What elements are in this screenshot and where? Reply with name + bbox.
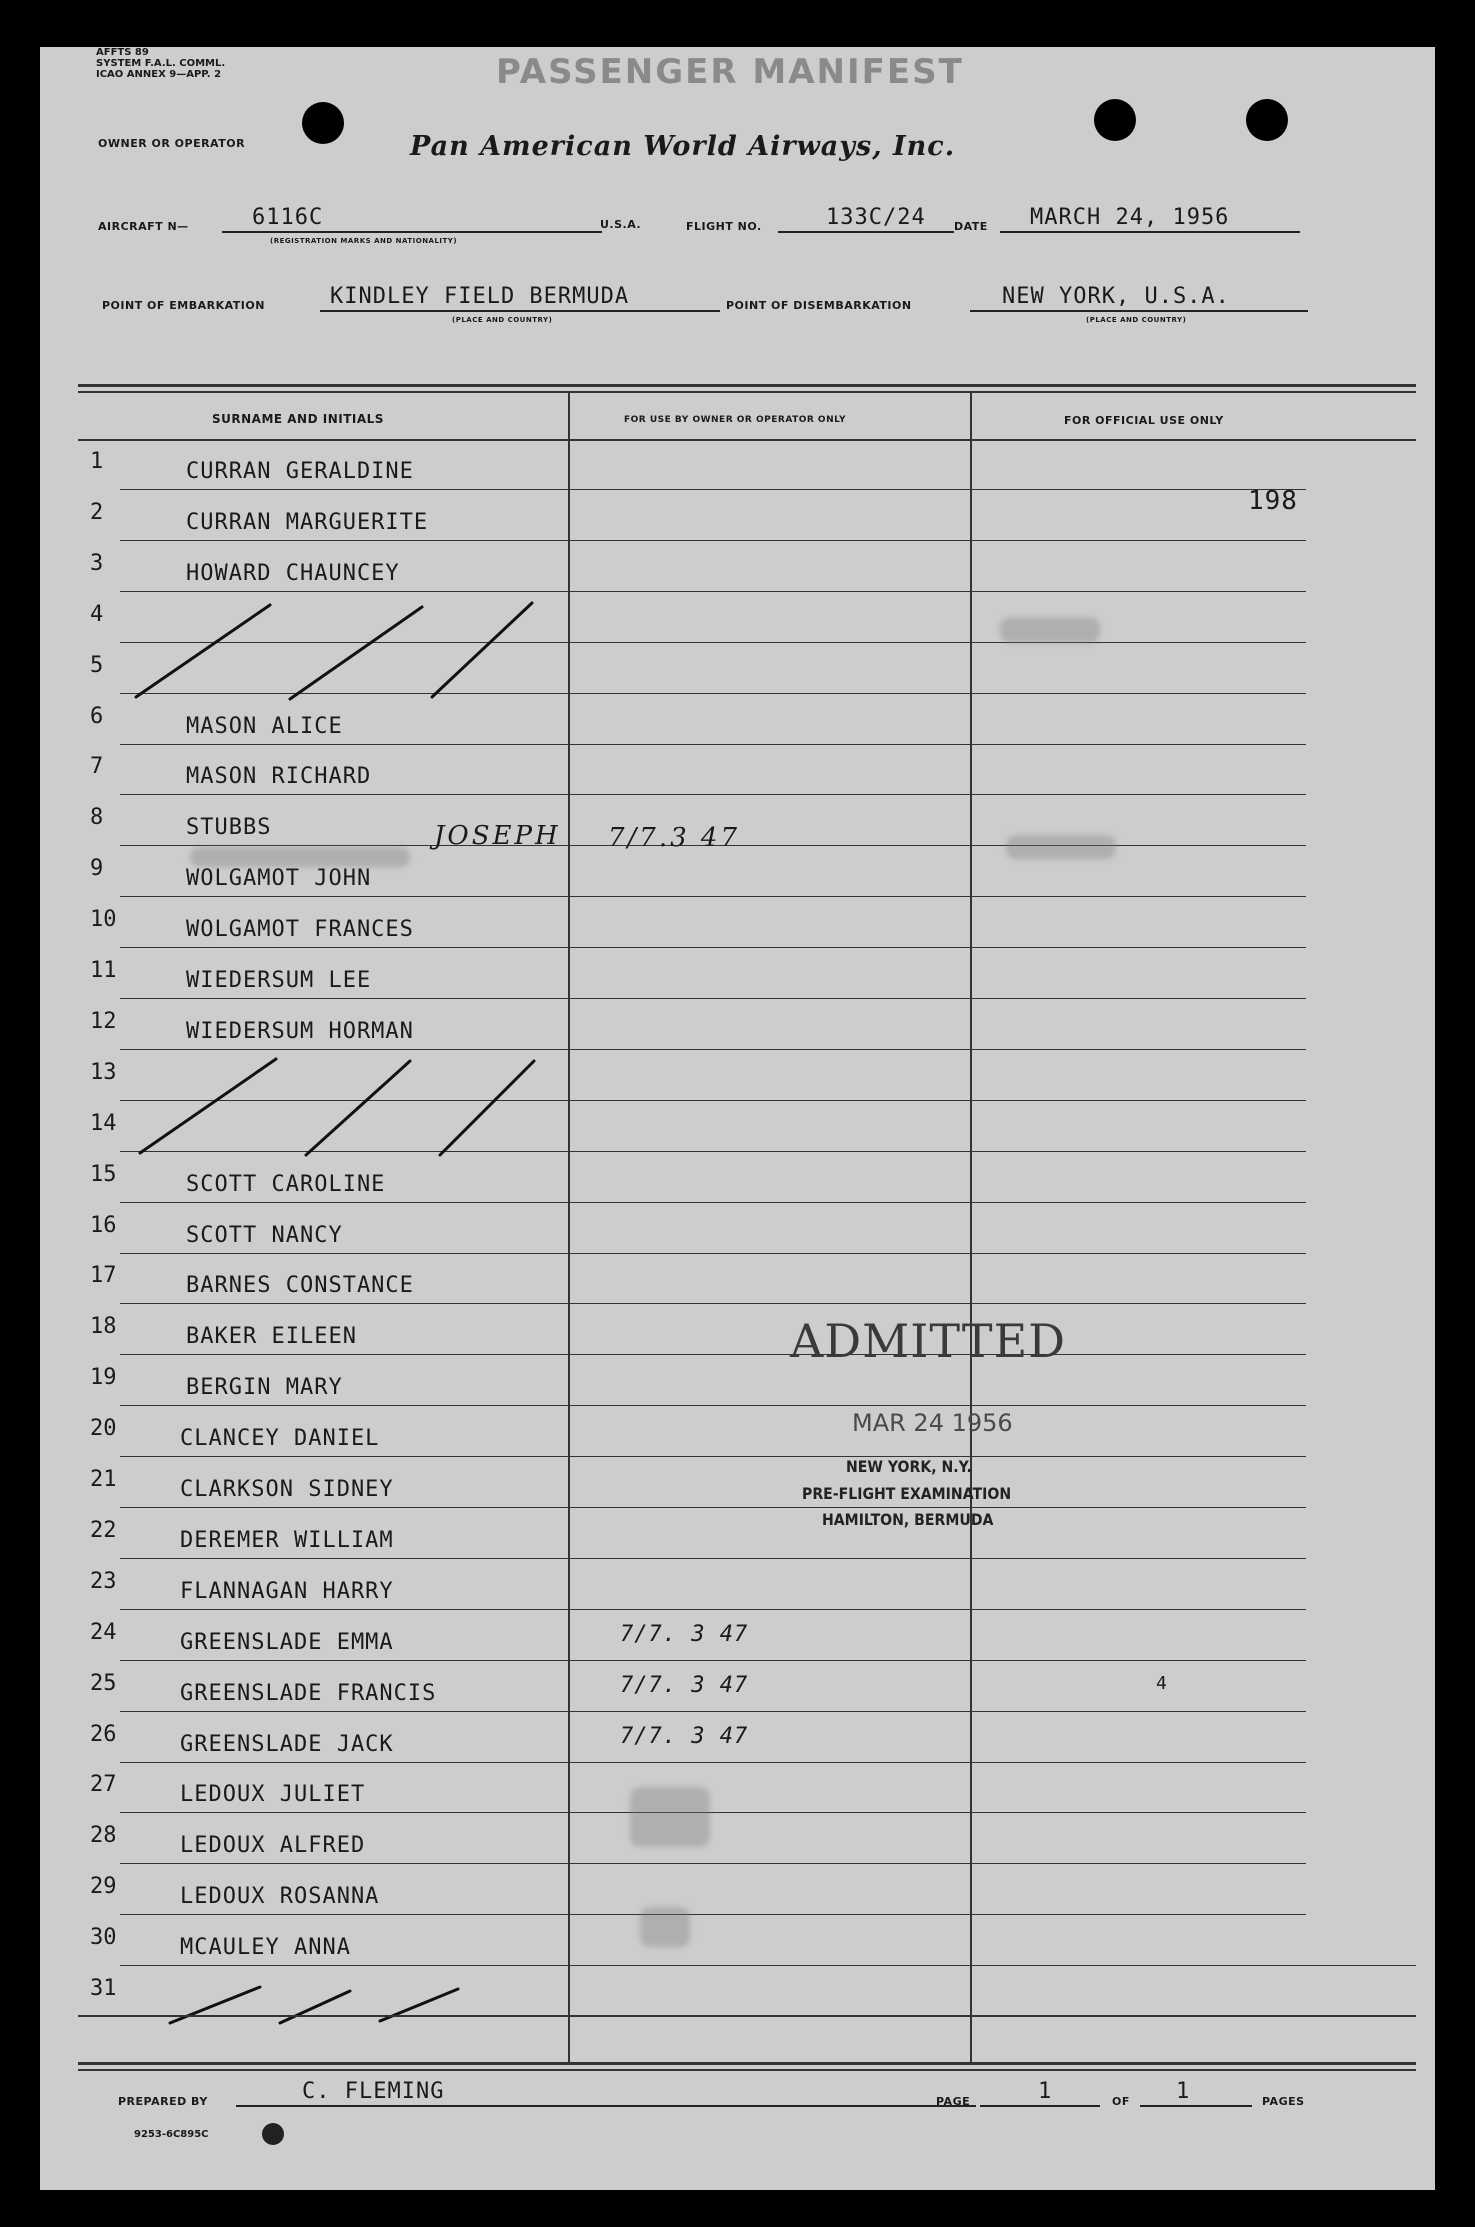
- prepared-by-value: C. FLEMING: [302, 2079, 445, 2104]
- passenger-name: BAKER EILEEN: [186, 1324, 357, 1350]
- row-number: 4: [90, 601, 104, 627]
- stamp-line-3: HAMILTON, BERMUDA: [822, 1510, 994, 1529]
- pages-label: PAGES: [1262, 2095, 1305, 2108]
- row-number: 10: [90, 907, 117, 933]
- passenger-name: GREENSLADE FRANCIS: [180, 1680, 437, 1706]
- operator-note: 7/7. 3 47: [620, 1723, 749, 1749]
- disembarkation-label: POINT OF DISEMBARKATION: [726, 299, 912, 312]
- place-caption: (PLACE AND COUNTRY): [1086, 316, 1187, 324]
- aircraft-label: AIRCRAFT N—: [98, 220, 189, 233]
- flight-label: FLIGHT NO.: [686, 220, 762, 233]
- row-number: 23: [90, 1568, 117, 1594]
- passenger-name: BARNES CONSTANCE: [186, 1273, 414, 1299]
- disembarkation-value: NEW YORK, U.S.A.: [1002, 284, 1230, 309]
- row-number: 17: [90, 1263, 117, 1289]
- operator-note: 7/7. 3 47: [620, 1672, 749, 1698]
- owner-label: OWNER OR OPERATOR: [98, 137, 246, 150]
- column-header-surname: SURNAME AND INITIALS: [212, 412, 384, 426]
- embarkation-value: KINDLEY FIELD BERMUDA: [330, 284, 630, 309]
- row-number: 21: [90, 1467, 117, 1492]
- passenger-name: MASON ALICE: [186, 713, 343, 739]
- usa-label: U.S.A.: [600, 218, 642, 231]
- row-number: 13: [90, 1059, 117, 1085]
- printer-seal-icon: [262, 2123, 284, 2145]
- passenger-name: LEDOUX ROSANNA: [180, 1884, 380, 1910]
- row-number: 27: [90, 1772, 117, 1798]
- passenger-name: GREENSLADE EMMA: [180, 1629, 394, 1655]
- passenger-name: WIEDERSUM LEE: [186, 968, 372, 993]
- page-label: PAGE: [936, 2095, 971, 2108]
- admitted-stamp: ADMITTED: [790, 1314, 1067, 1368]
- column-header-owner-use: FOR USE BY OWNER OR OPERATOR ONLY: [624, 415, 846, 425]
- place-caption: (PLACE AND COUNTRY): [452, 316, 553, 324]
- row-number: 20: [90, 1416, 117, 1442]
- passenger-name: GREENSLADE JACK: [180, 1731, 394, 1757]
- row-number: 1: [90, 449, 104, 474]
- row-number: 12: [90, 1008, 117, 1034]
- manifest-page: [40, 47, 1435, 2190]
- row-number: 6: [90, 703, 104, 729]
- passenger-name: MASON RICHARD: [186, 764, 372, 790]
- row-number: 11: [90, 958, 117, 983]
- passenger-name: STUBBS: [186, 815, 272, 841]
- row-number: 16: [90, 1212, 117, 1238]
- passenger-name: MCAULEY ANNA: [180, 1935, 351, 1961]
- passenger-name: WOLGAMOT JOHN: [186, 866, 372, 892]
- passenger-name: HOWARD CHAUNCEY: [186, 560, 400, 586]
- passenger-name: WIEDERSUM HORMAN: [186, 1018, 414, 1044]
- row-number: 19: [90, 1365, 117, 1391]
- stamp-line-1: NEW YORK, N.Y.: [846, 1457, 972, 1476]
- passenger-name: CLARKSON SIDNEY: [180, 1477, 394, 1502]
- row-number: 14: [90, 1110, 117, 1136]
- passenger-name: BERGIN MARY: [186, 1375, 343, 1401]
- date-label: DATE: [954, 220, 988, 233]
- row-number: 5: [90, 652, 104, 678]
- passenger-name: SCOTT CAROLINE: [186, 1171, 386, 1197]
- passenger-name: WOLGAMOT FRANCES: [186, 917, 414, 943]
- row-number: 25: [90, 1670, 117, 1696]
- row-number: 15: [90, 1161, 117, 1187]
- row-number: 2: [90, 499, 104, 525]
- handwritten-note: 7/7.3 47: [608, 823, 740, 853]
- of-label: OF: [1112, 2095, 1130, 2108]
- passenger-name: CURRAN MARGUERITE: [186, 509, 429, 535]
- row-number: 3: [90, 550, 104, 576]
- cancelled-rows-marks: [40, 47, 1435, 2190]
- passenger-name: SCOTT NANCY: [186, 1222, 343, 1248]
- form-title: PASSENGER MANIFEST: [496, 52, 964, 92]
- row-number: 26: [90, 1721, 117, 1747]
- row-number: 22: [90, 1517, 117, 1543]
- passenger-name: CURRAN GERALDINE: [186, 459, 414, 484]
- column-header-official-use: FOR OFFICIAL USE ONLY: [1064, 414, 1224, 427]
- passenger-name: LEDOUX JULIET: [180, 1782, 366, 1808]
- passenger-name: DEREMER WILLIAM: [180, 1527, 394, 1553]
- stamp-date: MAR 24 1956: [852, 1409, 1013, 1437]
- page-total: 1: [1176, 2079, 1191, 2104]
- operator-note: 7/7. 3 47: [620, 1621, 749, 1647]
- flight-number: 133C/24: [826, 205, 926, 230]
- official-note: 198: [1248, 485, 1298, 516]
- row-number: 24: [90, 1619, 117, 1645]
- form-code: 9253-6C895C: [134, 2129, 209, 2140]
- handwritten-first-name: JOSEPH: [434, 821, 561, 851]
- row-number: 9: [90, 856, 104, 882]
- registration-caption: (REGISTRATION MARKS AND NATIONALITY): [270, 237, 458, 245]
- aircraft-number: 6116C: [252, 205, 324, 230]
- prepared-by-label: PREPARED BY: [118, 2095, 208, 2108]
- stamp-line-2: PRE-FLIGHT EXAMINATION: [802, 1484, 1012, 1503]
- passenger-name: FLANNAGAN HARRY: [180, 1578, 394, 1604]
- row-number: 28: [90, 1823, 117, 1849]
- page-number: 1: [1038, 2079, 1053, 2104]
- embarkation-label: POINT OF EMBARKATION: [102, 299, 265, 312]
- passenger-name: LEDOUX ALFRED: [180, 1833, 366, 1859]
- form-reference: AFFTS 89 SYSTEM F.A.L. COMML. ICAO ANNEX 9—APP. 2: [96, 47, 226, 80]
- row-number: 7: [90, 754, 104, 780]
- row-number: 29: [90, 1874, 117, 1900]
- airline-name: Pan American World Airways, Inc.: [410, 131, 956, 162]
- official-note: 4: [1156, 1672, 1168, 1694]
- passenger-name: CLANCEY DANIEL: [180, 1426, 380, 1452]
- row-number: 18: [90, 1314, 117, 1340]
- row-number: 30: [90, 1925, 117, 1951]
- row-number: 31: [90, 1976, 117, 2001]
- row-number: 8: [90, 805, 104, 831]
- flight-date: MARCH 24, 1956: [1030, 205, 1230, 230]
